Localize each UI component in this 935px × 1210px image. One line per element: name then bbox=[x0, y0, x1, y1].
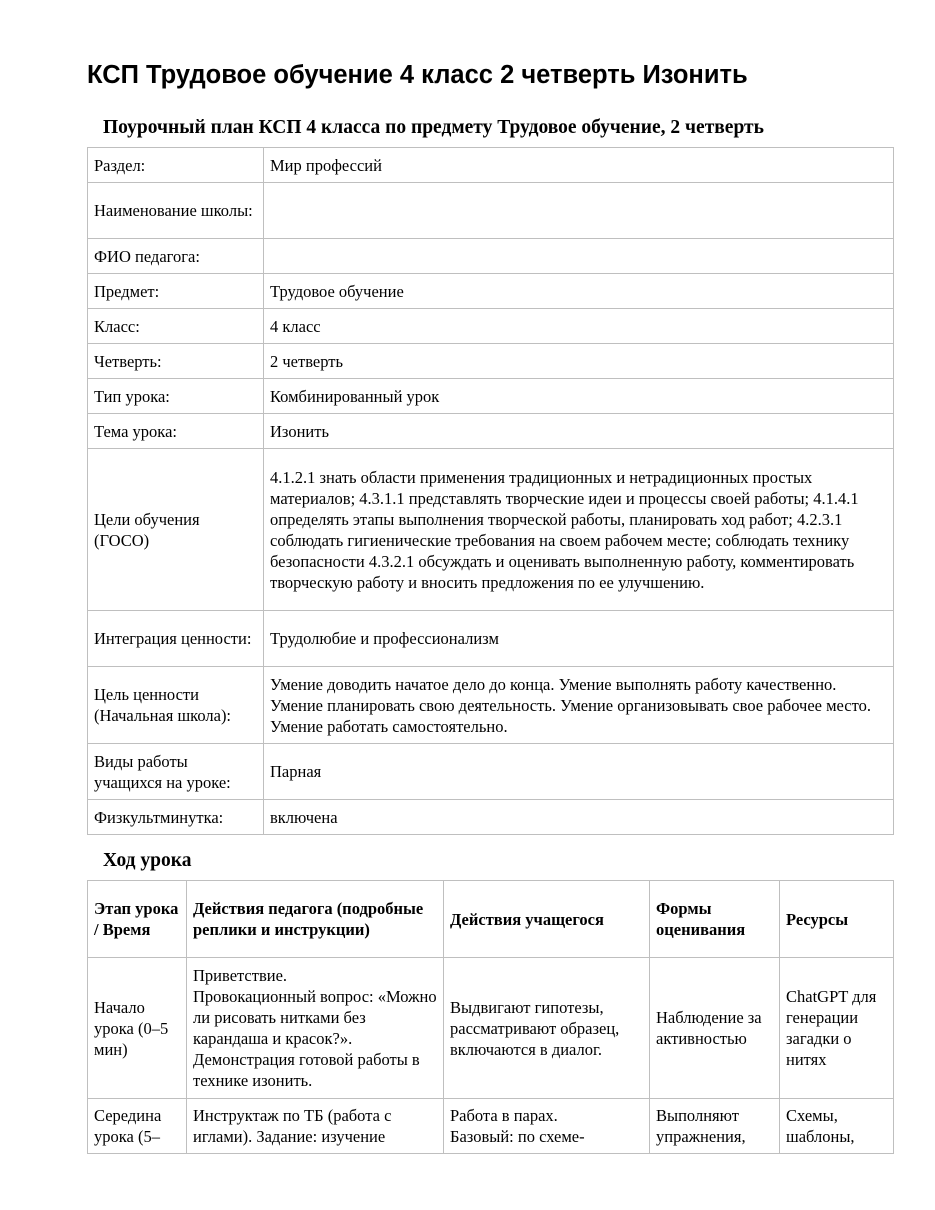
info-value: Комбинированный урок bbox=[264, 379, 894, 414]
info-label: Цели обучения (ГОСО) bbox=[88, 449, 264, 611]
info-label: Тип урока: bbox=[88, 379, 264, 414]
lesson-info-table bbox=[87, 147, 894, 835]
header-resources: Ресурсы bbox=[780, 881, 894, 958]
header-teacher-actions: Действия педагога (подробные реплики и инструкции) bbox=[187, 881, 444, 958]
info-label: Четверть: bbox=[88, 344, 264, 379]
plan-title: Поурочный план КСП 4 класса по предмету Трудовое обучение, 2 четверть bbox=[103, 117, 764, 138]
resources-cell: ChatGPT для генерации загадки о нитях bbox=[780, 958, 894, 1099]
info-value: включена bbox=[264, 800, 894, 835]
info-value: Парная bbox=[264, 744, 894, 800]
info-label: Тема урока: bbox=[88, 414, 264, 449]
lesson-progress-title: Ход урока bbox=[103, 850, 192, 871]
stage-cell: Середина урока (5– bbox=[88, 1099, 187, 1154]
info-value: Трудолюбие и профессионализм bbox=[264, 611, 894, 667]
info-row-section bbox=[88, 148, 894, 183]
info-label: Интеграция ценности: bbox=[88, 611, 264, 667]
teacher-actions-cell: Приветствие. Провокационный вопрос: «Можно ли рисовать нитками без карандаша и красок?». Демонстрация готовой работы в технике изонить. bbox=[187, 958, 444, 1099]
info-label: Наименование школы: bbox=[88, 183, 264, 239]
info-row-quarter bbox=[88, 344, 894, 379]
header-assessment: Формы оценивания bbox=[650, 881, 780, 958]
info-value: Умение доводить начатое дело до конца. Умение выполнять работу качественно. Умение планировать свою деятельность. Умение организовывать свое рабочее место. Умение работать самостоятельно. bbox=[264, 667, 894, 744]
info-row-teacher bbox=[88, 239, 894, 274]
header-stage: Этап урока / Время bbox=[88, 881, 187, 958]
info-row-grade bbox=[88, 309, 894, 344]
info-row-topic bbox=[88, 414, 894, 449]
info-label: Предмет: bbox=[88, 274, 264, 309]
assessment-cell: Наблюдение за активностью bbox=[650, 958, 780, 1099]
lesson-progress-table bbox=[87, 880, 894, 1154]
info-label: Цель ценности (Начальная школа): bbox=[88, 667, 264, 744]
info-value bbox=[264, 183, 894, 239]
info-value: Мир профессий bbox=[264, 148, 894, 183]
info-row-value-goal bbox=[88, 667, 894, 744]
assessment-cell: Выполняют упражнения, bbox=[650, 1099, 780, 1154]
info-label: Класс: bbox=[88, 309, 264, 344]
table-row bbox=[88, 1099, 894, 1154]
resources-cell: Схемы, шаблоны, bbox=[780, 1099, 894, 1154]
info-label: ФИО педагога: bbox=[88, 239, 264, 274]
header-student-actions: Действия учащегося bbox=[444, 881, 650, 958]
table-header-row bbox=[88, 881, 894, 958]
info-row-school bbox=[88, 183, 894, 239]
info-label: Виды работы учащихся на уроке: bbox=[88, 744, 264, 800]
info-row-values-integration bbox=[88, 611, 894, 667]
info-row-work-types bbox=[88, 744, 894, 800]
info-row-subject bbox=[88, 274, 894, 309]
page-title: КСП Трудовое обучение 4 класс 2 четверть Изонить bbox=[87, 61, 748, 89]
info-value: 2 четверть bbox=[264, 344, 894, 379]
info-value: Трудовое обучение bbox=[264, 274, 894, 309]
student-actions-cell: Выдвигают гипотезы, рассматривают образец, включаются в диалог. bbox=[444, 958, 650, 1099]
info-value bbox=[264, 239, 894, 274]
student-actions-cell: Работа в парах. Базовый: по схеме- bbox=[444, 1099, 650, 1154]
info-row-lesson-type bbox=[88, 379, 894, 414]
stage-cell: Начало урока (0–5 мин) bbox=[88, 958, 187, 1099]
teacher-actions-cell: Инструктаж по ТБ (работа с иглами). Задание: изучение bbox=[187, 1099, 444, 1154]
info-value: Изонить bbox=[264, 414, 894, 449]
info-value: 4 класс bbox=[264, 309, 894, 344]
info-value: 4.1.2.1 знать области применения традиционных и нетрадиционных простых материалов; 4.3.1.1 представлять творческие идеи и процессы своей работы; 4.1.4.1 определять этапы выполнения творческой работы, планировать ход работ; 4.2.3.1 соблюдать гигиенические требования на своем рабочем месте; соблюдать технику безопасности 4.3.2.1 обсуждать и оценивать выполненную работу, комментировать творческую работу и вносить предложения по ее улучшению. bbox=[264, 449, 894, 611]
info-label: Физкультминутка: bbox=[88, 800, 264, 835]
table-row bbox=[88, 958, 894, 1099]
info-row-learning-goals bbox=[88, 449, 894, 611]
info-row-exercise-break bbox=[88, 800, 894, 835]
info-label: Раздел: bbox=[88, 148, 264, 183]
